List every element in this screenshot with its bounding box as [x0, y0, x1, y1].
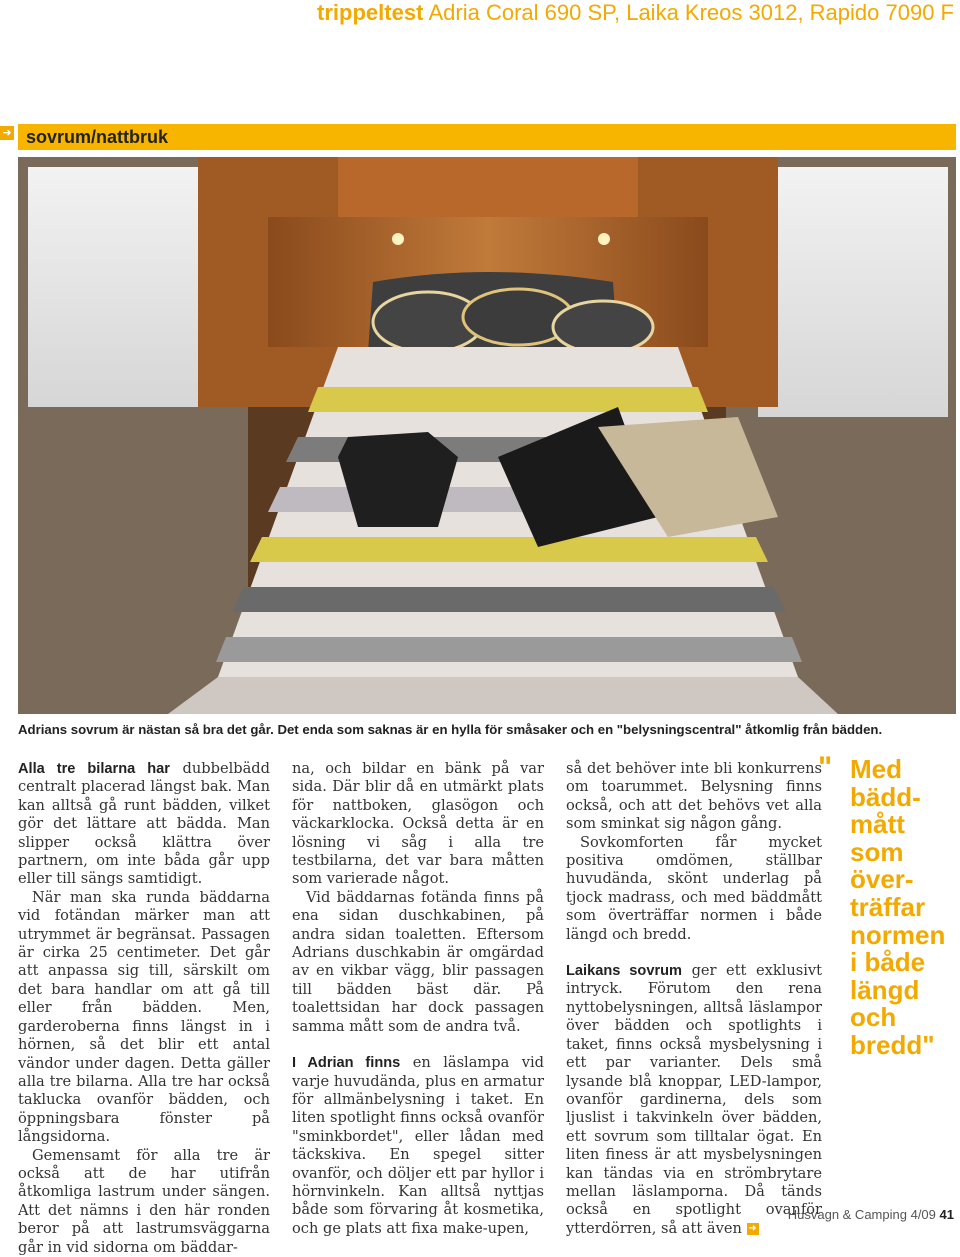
paragraph: Sovkomforten får mycket positiva omdömen, ställbar huvudända, skönt underlag på tjock madrass, och med bäddmått som överträffar normen i både längd och bredd. — [566, 833, 822, 943]
quote-mark-icon: " — [818, 751, 833, 784]
page-header — [0, 0, 954, 26]
issue-number: 4/09 — [910, 1207, 936, 1222]
arrow-right-icon: ➜ — [0, 126, 14, 140]
continue-arrow-icon: ➜ — [748, 1222, 757, 1234]
quote-line: längd — [850, 974, 920, 1005]
page-footer — [788, 1207, 954, 1222]
quote-line: över- — [850, 864, 914, 895]
paragraph: Vid bäddarnas fotända finns på ena sidan duschkabinen, på andra sidan toaletten. Eftersom Adrians duschkabin är omgärdad av en vikbar vägg, blir passagen till bädden bäst där. På toalettsidan har dock passagen samma mått som de andra två. — [292, 888, 544, 1035]
paragraph: När man ska runda bäddarna vid fotändan märker man att utrymmet är begränsat. Passagen är cirka 25 centimeter. Det går att anpassa sig till, särskilt om det bara handlar om att gå till eller från bädden. Men, garderoberna finns längst in i hörnen, så det blir ett antal vändor under dagen. Detta gäller alla tre bilarna. Alla tre har också taklucka ovanför bädden, och öppningsbara fönster på långsidorna. — [18, 888, 270, 1146]
paragraph: ger ett exklusivt intryck. Förutom den rena nyttobelysningen, alltså läslampor över bädden och spotlights i taket, finns också mysbelysning i ett par varianter. Dels små lysande blå knoppar, LED-lampor, ovanför gardinerna, dels som ljuslist i takvinkeln över bädden, ett sovrum som tilltalar ögat. En liten finess är att mysbelysningen kan tändas via en strömbrytare mellan läslamporna. Då tänds också en spotlight ovanför ytterdörren, så att även — [566, 962, 823, 1237]
magazine-name: Husvagn & Camping — [787, 1207, 907, 1222]
header-title: Adria Coral 690 SP, Laika Kreos 3012, Rapido 7090 F — [428, 0, 954, 25]
bedroom-photo — [18, 157, 956, 714]
bedroom-illustration — [18, 157, 956, 714]
paragraph: så det behöver inte bli konkurrens om toarummet. Belysning finns också, och att det behövs vet alla som sminkat sig någon gång. — [566, 760, 822, 833]
article-column-3 — [566, 760, 822, 1238]
section-bar — [18, 124, 956, 150]
quote-line: bädd- — [850, 781, 921, 812]
quote-line: och — [850, 1002, 897, 1033]
header-keyword: trippeltest — [317, 0, 424, 25]
quote-line: som — [850, 836, 904, 867]
page-number: 41 — [939, 1207, 954, 1222]
paragraph: en läslampa vid varje huvudända, plus en armatur för allmänbelysning i taket. En liten spotlight finns också ovanför "sminkbordet", eller lådan med täckskiva. En spegel sitter ovanför, och döljer ett par hyllor i hörnvinkeln. Kan alltså nyttjas både som förvaring åt kosmetika, och ge plats att fixa make-upen, — [292, 1054, 544, 1237]
section-label: sovrum/nattbruk — [26, 127, 169, 147]
paragraph: na, och bildar en bänk på var sida. Där blir då en utmärkt plats för nattboken, glasögon och väckarklocka. Också detta är en lösning vi såg i alla tre testbilarna, det var bara måtten som varierade något. — [292, 760, 544, 888]
lead-in: I Adrian finns — [292, 1055, 401, 1072]
quote-line: mått — [850, 809, 905, 840]
lead-in: Laikans sovrum — [566, 963, 683, 980]
photo-caption: Adrians sovrum är nästan så bra det går. Det enda som saknas är en hylla för småsaker och en "belysningscentral" åtkomlig från bädden. — [18, 722, 883, 737]
quote-line: Med — [850, 754, 902, 784]
paragraph: Gemensamt för alla tre är också att de har utifrån åtkomliga lastrum under sängen. Att det nämns i den här ronden beror på att lastrumsväggarna går in vid sidorna om bäddar- — [18, 1146, 270, 1256]
article-column-1 — [18, 760, 270, 1257]
quote-line: bredd" — [850, 1029, 935, 1060]
quote-line: i både — [850, 947, 926, 978]
lead-in: Alla tre bilarna har — [18, 761, 170, 777]
quote-line: normen — [850, 919, 946, 950]
paragraph: dubbelbädd centralt placerad längst bak. Man kan alltså gå runt bädden, vilket gör det lättare att bädda. Man slipper också klättra över partnern, om inte båda går upp eller till sängs samtidigt. — [18, 760, 270, 888]
article-column-2 — [292, 760, 544, 1238]
quote-line: träffar — [850, 891, 926, 922]
pull-quote — [818, 751, 960, 1060]
